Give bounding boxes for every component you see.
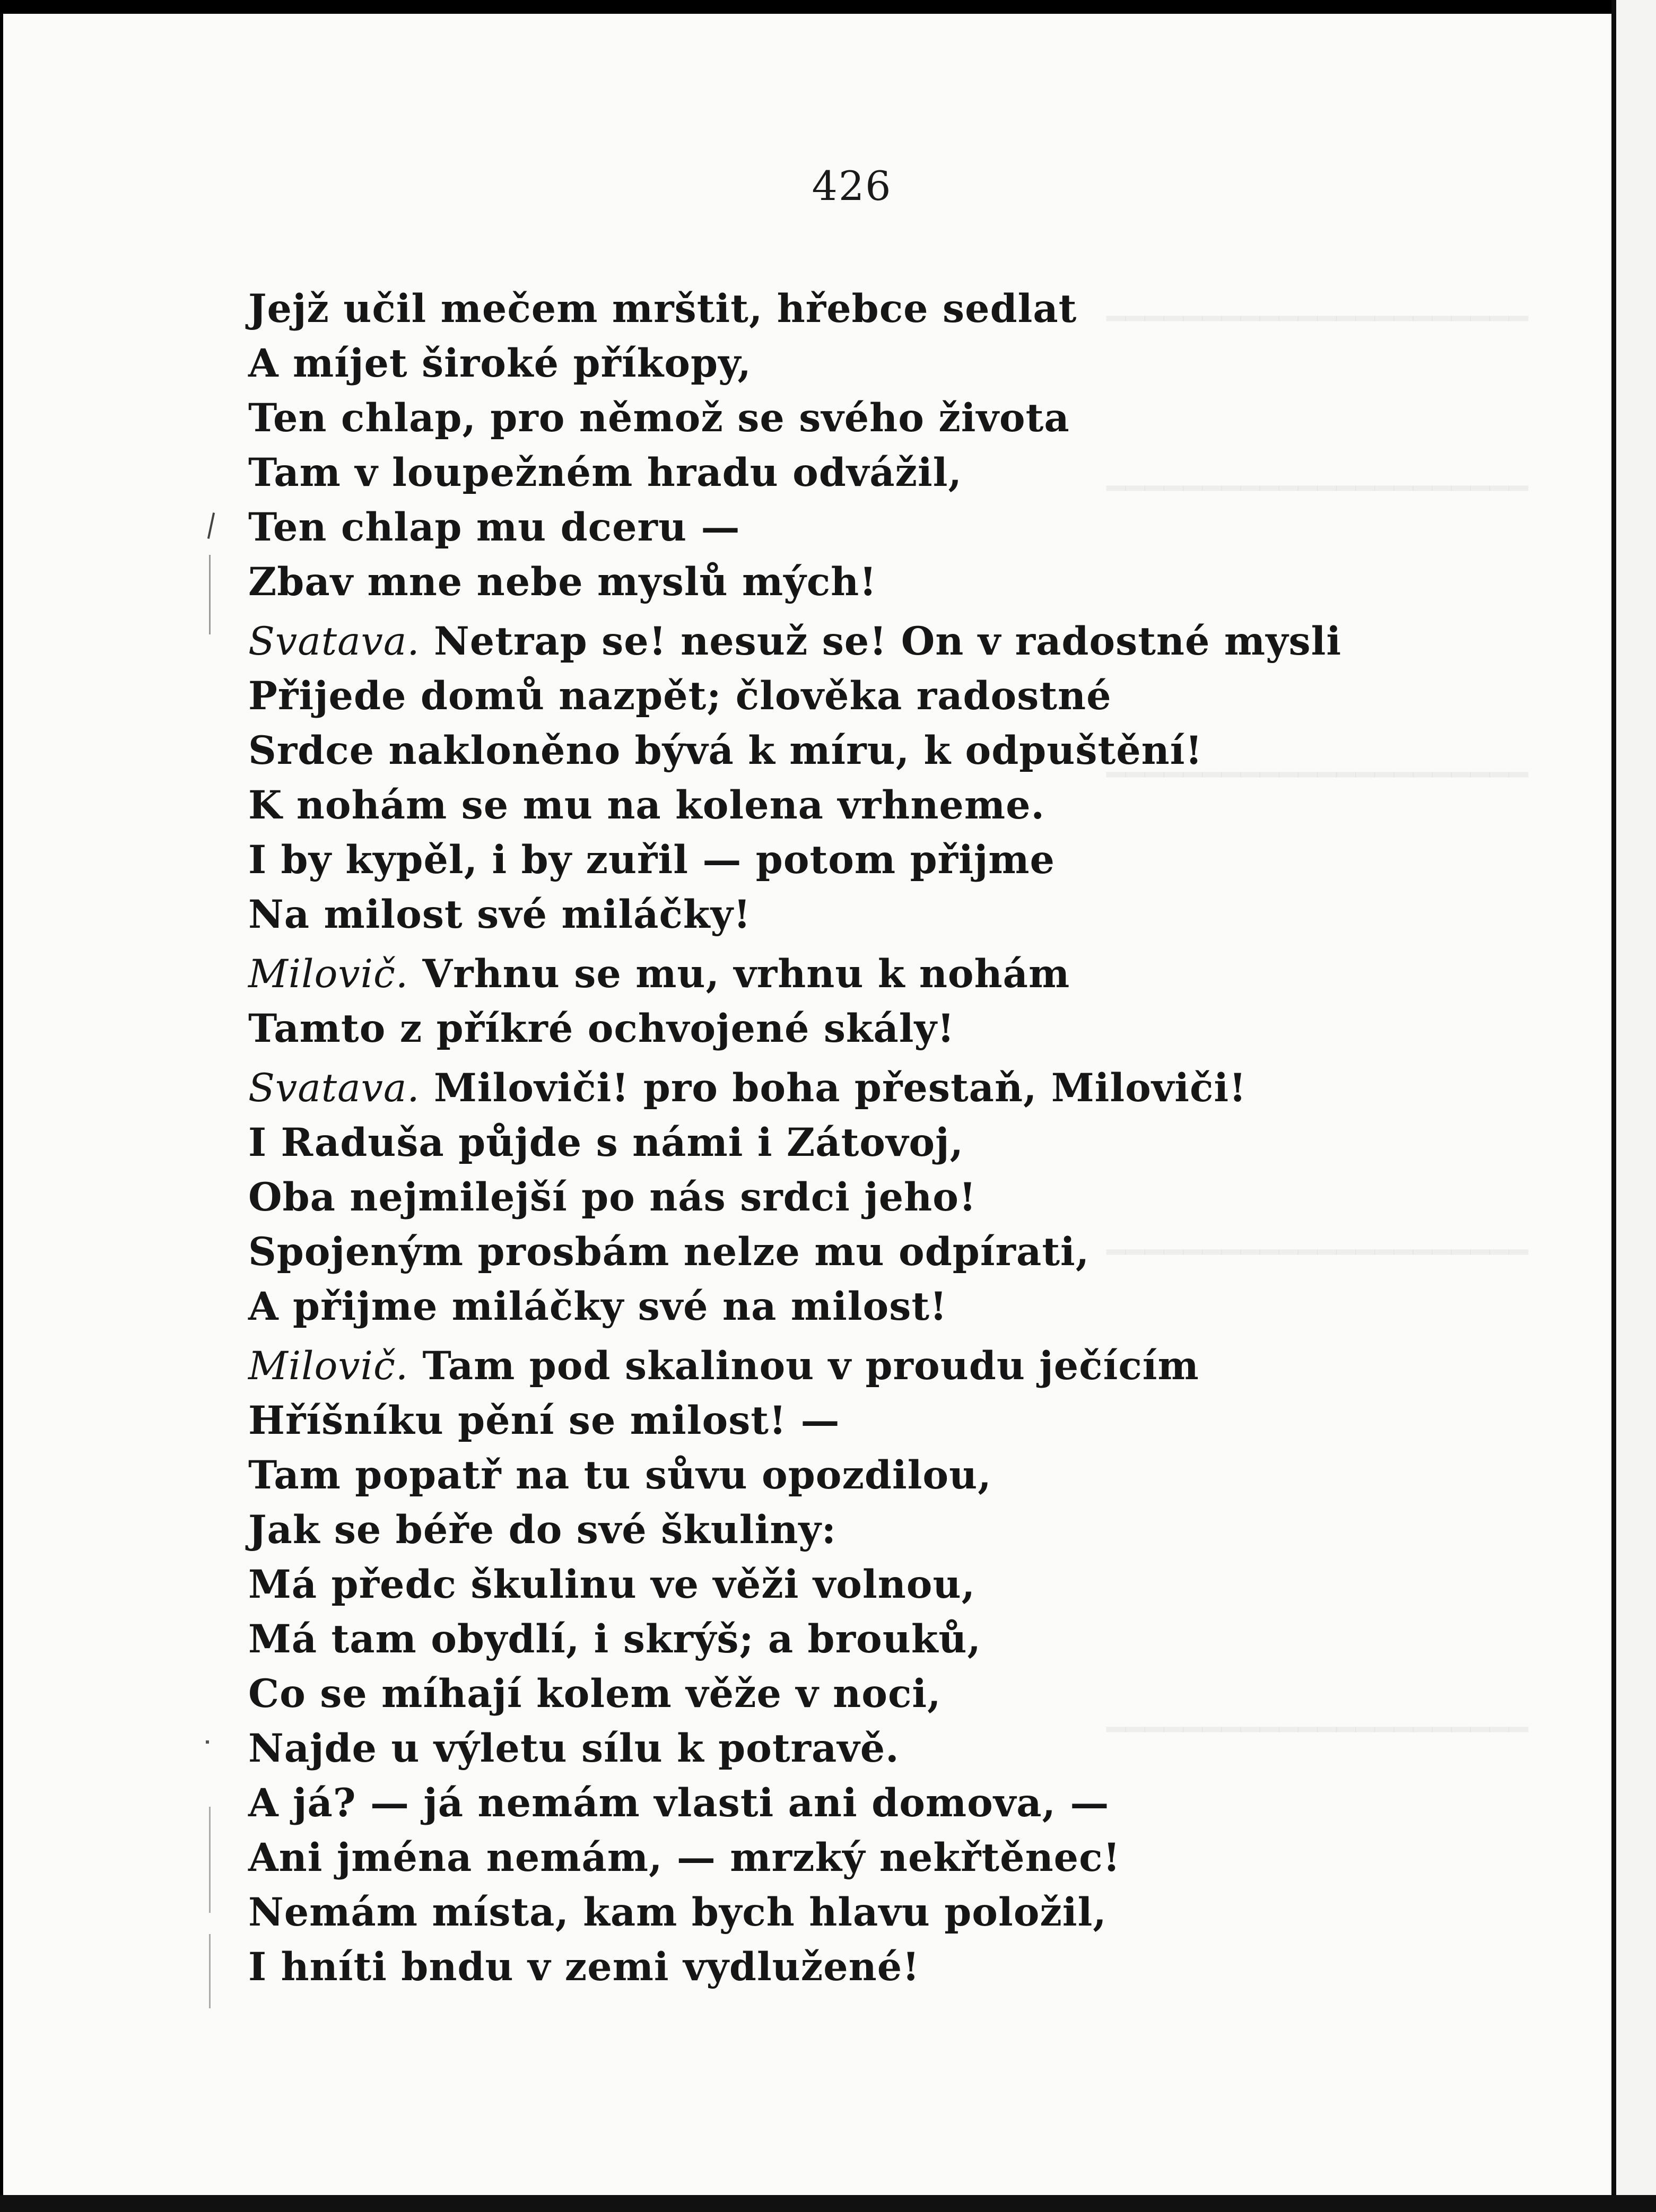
verse-line: Ten chlap, pro němož se svého života [248,395,1070,441]
stanza-gap [248,609,1341,614]
verse-line: Spojeným prosbám nelze mu odpírati, [248,1229,1090,1275]
verse-line: Najde u výletu sílu k potravě. [248,1726,900,1771]
verse-line: Tam popatř na tu sůvu opozdilou, [248,1452,992,1498]
verse-line: Jejž učil mečem mrštit, hřebce sedlat [248,286,1077,332]
verse-line: A míjet široké příkopy, [248,341,752,386]
verse-line: Ten chlap mu dceru — [248,504,740,550]
bleed-through-texture: ━━━━━━━━━━━━━━━━━━━━━━ [1106,470,1528,507]
verse-text [248,282,1341,1995]
speaker-name: Svatava. [248,619,420,664]
verse-line: Na milost své miláčky! [248,892,751,937]
speech-text: Vrhnu se mu, vrhnu k nohám [408,951,1070,997]
stanza-gap [248,942,1341,947]
book-page [3,14,1611,2195]
speaker-name: Milovič. [248,1344,409,1389]
speech-line [248,1061,1341,1116]
verse-line: Oba nejmilejší po nás srdci jeho! [248,1174,977,1220]
margin-mark [206,1740,209,1744]
verse-line: Ani jména nemám, — mrzký nekřtěnec! [248,1835,1121,1880]
verse-line: Tam v loupežném hradu odvážil, [248,450,962,495]
verse-line: A přijme miláčky své na milost! [248,1284,948,1329]
verse-line: Zbav mne nebe myslů mých! [248,559,877,605]
stanza-gap [248,1056,1341,1061]
bleed-through-texture: ━━━━━━━━━━━━━━━━━━━━━━ [1106,1711,1528,1748]
speech-text: Tam pod skalinou v proudu ječícím [408,1343,1199,1389]
speech-line [248,614,1341,669]
verse-line: I Raduša půjde s námi i Zátovoj, [248,1120,964,1165]
margin-mark [209,555,211,634]
verse-line: A já? — já nemám vlasti ani domova, — [248,1780,1110,1826]
verse-line: Nemám místa, kam bych hlavu položil, [248,1889,1107,1935]
verse-line: K nohám se mu na kolena vrhneme. [248,782,1045,828]
bleed-through-texture: ━━━━━━━━━━━━━━━━━━━━━━ [1106,756,1528,794]
verse-line: Co se míhají kolem věže v noci, [248,1671,942,1717]
verse-line: Hříšníku pění se milost! — [248,1398,840,1443]
verse-line: Tamto z příkré ochvojené skály! [248,1006,955,1051]
page-edge-strip [1611,0,1656,2212]
margin-mark [207,512,215,539]
margin-mark [209,1807,211,1913]
speech-text: Netrap se! nesuž se! On v radostné mysli [420,619,1342,664]
scan-bottom-edge [0,2195,1656,2212]
speaker-name: Milovič. [248,952,409,997]
speech-text: Miloviči! pro boha přestaň, Miloviči! [420,1065,1247,1111]
verse-line: Srdce nakloněno bývá k míru, k odpuštění! [248,728,1203,773]
margin-mark [209,1934,211,2008]
bleed-through-texture: ━━━━━━━━━━━━━━━━━━━━━━ [1106,300,1528,337]
bleed-through-texture: ━━━━━━━━━━━━━━━━━━━━━━ [1106,1234,1528,1271]
verse-line: Má předc škulinu ve věži volnou, [248,1562,975,1607]
verse-line: Jak se béře do své škuliny: [248,1507,836,1553]
verse-line: Má tam obydlí, i skrýš; a brouků, [248,1616,981,1662]
stanza-gap [248,1334,1341,1339]
verse-line: I by kypěl, i by zuřil — potom přijme [248,837,1055,883]
speech-line [248,1339,1341,1394]
verse-line: Přijede domů nazpět; člověka radostné [248,673,1112,719]
page-number: 426 [812,162,892,210]
verse-line: I hníti bndu v zemi vydlužené! [248,1944,920,1990]
speech-line [248,947,1341,1002]
speaker-name: Svatava. [248,1066,420,1111]
